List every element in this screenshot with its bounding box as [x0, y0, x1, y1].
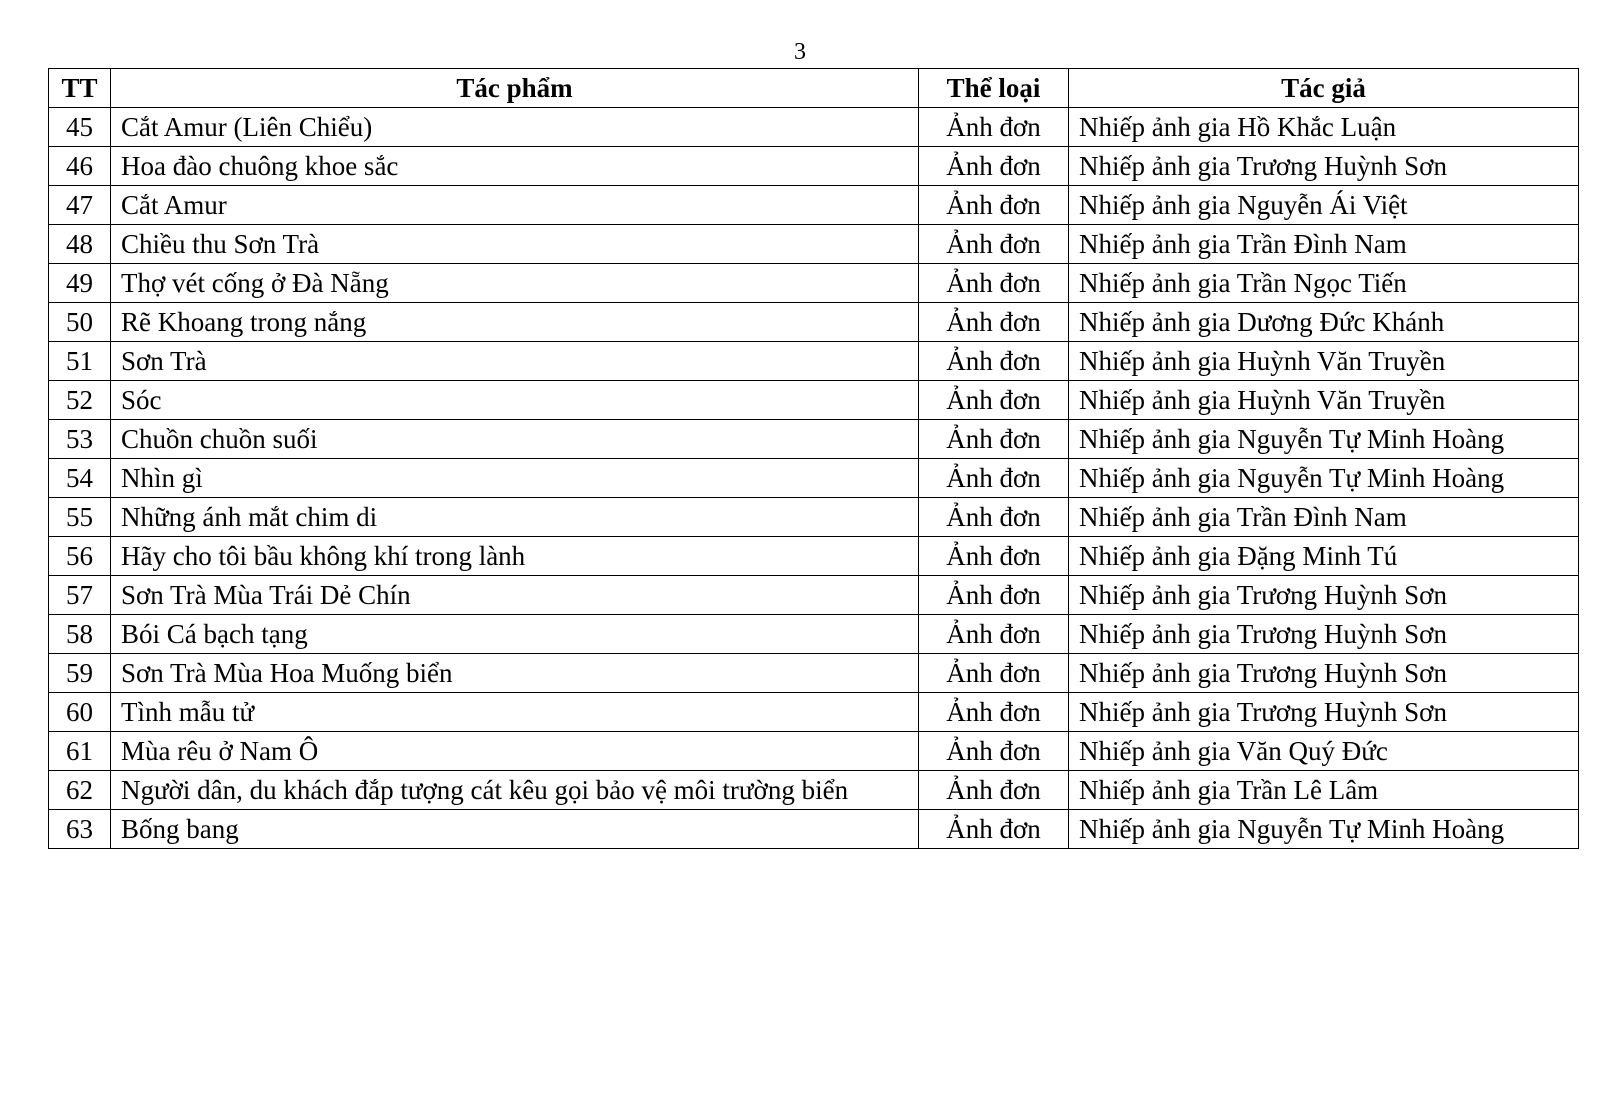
cell-author: Nhiếp ảnh gia Huỳnh Văn Truyền [1069, 381, 1579, 420]
cell-work: Sơn Trà Mùa Trái Dẻ Chín [111, 576, 919, 615]
cell-author: Nhiếp ảnh gia Nguyễn Ái Việt [1069, 186, 1579, 225]
table-row [49, 537, 1579, 576]
cell-genre: Ảnh đơn [919, 771, 1069, 810]
table-row [49, 186, 1579, 225]
cell-author: Nhiếp ảnh gia Trần Đình Nam [1069, 225, 1579, 264]
cell-tt: 61 [49, 732, 111, 771]
cell-genre: Ảnh đơn [919, 810, 1069, 849]
cell-tt: 49 [49, 264, 111, 303]
cell-tt: 60 [49, 693, 111, 732]
cell-author: Nhiếp ảnh gia Trương Huỳnh Sơn [1069, 615, 1579, 654]
table-row [49, 498, 1579, 537]
cell-work: Cắt Amur [111, 186, 919, 225]
cell-author: Nhiếp ảnh gia Nguyễn Tự Minh Hoàng [1069, 459, 1579, 498]
cell-genre: Ảnh đơn [919, 342, 1069, 381]
header-genre: Thể loại [919, 69, 1069, 108]
cell-tt: 57 [49, 576, 111, 615]
cell-work: Chuồn chuồn suối [111, 420, 919, 459]
table-row [49, 459, 1579, 498]
cell-work: Hãy cho tôi bầu không khí trong lành [111, 537, 919, 576]
cell-work: Sơn Trà [111, 342, 919, 381]
cell-work: Người dân, du khách đắp tượng cát kêu gọi bảo vệ môi trường biển [111, 771, 919, 810]
cell-tt: 56 [49, 537, 111, 576]
cell-tt: 46 [49, 147, 111, 186]
cell-work: Hoa đào chuông khoe sắc [111, 147, 919, 186]
cell-genre: Ảnh đơn [919, 225, 1069, 264]
cell-genre: Ảnh đơn [919, 654, 1069, 693]
cell-author: Nhiếp ảnh gia Trương Huỳnh Sơn [1069, 147, 1579, 186]
table-row [49, 732, 1579, 771]
cell-genre: Ảnh đơn [919, 108, 1069, 147]
table-row [49, 615, 1579, 654]
header-row [49, 69, 1579, 108]
header-author: Tác giả [1069, 69, 1579, 108]
cell-work: Tình mẫu tử [111, 693, 919, 732]
cell-genre: Ảnh đơn [919, 459, 1069, 498]
cell-author: Nhiếp ảnh gia Trương Huỳnh Sơn [1069, 576, 1579, 615]
table-row [49, 693, 1579, 732]
cell-author: Nhiếp ảnh gia Trần Lê Lâm [1069, 771, 1579, 810]
cell-genre: Ảnh đơn [919, 537, 1069, 576]
table-row [49, 420, 1579, 459]
cell-work: Rẽ Khoang trong nắng [111, 303, 919, 342]
page-number: 3 [794, 39, 806, 65]
table-row [49, 576, 1579, 615]
cell-work: Bói Cá bạch tạng [111, 615, 919, 654]
table-row [49, 108, 1579, 147]
cell-tt: 58 [49, 615, 111, 654]
table-row [49, 147, 1579, 186]
cell-genre: Ảnh đơn [919, 693, 1069, 732]
table-body [49, 108, 1579, 849]
cell-genre: Ảnh đơn [919, 147, 1069, 186]
cell-genre: Ảnh đơn [919, 615, 1069, 654]
cell-work: Mùa rêu ở Nam Ô [111, 732, 919, 771]
cell-author: Nhiếp ảnh gia Trần Ngọc Tiến [1069, 264, 1579, 303]
cell-tt: 51 [49, 342, 111, 381]
cell-tt: 59 [49, 654, 111, 693]
cell-work: Thợ vét cống ở Đà Nẵng [111, 264, 919, 303]
table-row [49, 381, 1579, 420]
works-table [48, 68, 1579, 849]
table-row [49, 342, 1579, 381]
cell-genre: Ảnh đơn [919, 420, 1069, 459]
table-header [49, 69, 1579, 108]
cell-genre: Ảnh đơn [919, 186, 1069, 225]
cell-author: Nhiếp ảnh gia Trương Huỳnh Sơn [1069, 654, 1579, 693]
header-work: Tác phẩm [111, 69, 919, 108]
cell-work: Cắt Amur (Liên Chiểu) [111, 108, 919, 147]
cell-tt: 52 [49, 381, 111, 420]
cell-author: Nhiếp ảnh gia Trần Đình Nam [1069, 498, 1579, 537]
cell-tt: 55 [49, 498, 111, 537]
cell-genre: Ảnh đơn [919, 264, 1069, 303]
cell-tt: 45 [49, 108, 111, 147]
table-row [49, 264, 1579, 303]
cell-work: Chiều thu Sơn Trà [111, 225, 919, 264]
cell-genre: Ảnh đơn [919, 732, 1069, 771]
cell-author: Nhiếp ảnh gia Văn Quý Đức [1069, 732, 1579, 771]
cell-author: Nhiếp ảnh gia Dương Đức Khánh [1069, 303, 1579, 342]
cell-genre: Ảnh đơn [919, 576, 1069, 615]
cell-tt: 53 [49, 420, 111, 459]
cell-tt: 62 [49, 771, 111, 810]
table-row [49, 771, 1579, 810]
header-tt: TT [49, 69, 111, 108]
cell-tt: 48 [49, 225, 111, 264]
cell-author: Nhiếp ảnh gia Đặng Minh Tú [1069, 537, 1579, 576]
cell-tt: 50 [49, 303, 111, 342]
cell-tt: 54 [49, 459, 111, 498]
table-row [49, 303, 1579, 342]
cell-work: Bống bang [111, 810, 919, 849]
cell-author: Nhiếp ảnh gia Nguyễn Tự Minh Hoàng [1069, 420, 1579, 459]
cell-tt: 47 [49, 186, 111, 225]
cell-author: Nhiếp ảnh gia Hồ Khắc Luận [1069, 108, 1579, 147]
cell-genre: Ảnh đơn [919, 381, 1069, 420]
cell-work: Nhìn gì [111, 459, 919, 498]
table-row [49, 810, 1579, 849]
cell-author: Nhiếp ảnh gia Huỳnh Văn Truyền [1069, 342, 1579, 381]
cell-tt: 63 [49, 810, 111, 849]
table-row [49, 654, 1579, 693]
cell-work: Sóc [111, 381, 919, 420]
cell-work: Sơn Trà Mùa Hoa Muống biển [111, 654, 919, 693]
cell-work: Những ánh mắt chim di [111, 498, 919, 537]
cell-author: Nhiếp ảnh gia Nguyễn Tự Minh Hoàng [1069, 810, 1579, 849]
table-row [49, 225, 1579, 264]
cell-genre: Ảnh đơn [919, 303, 1069, 342]
cell-genre: Ảnh đơn [919, 498, 1069, 537]
cell-author: Nhiếp ảnh gia Trương Huỳnh Sơn [1069, 693, 1579, 732]
